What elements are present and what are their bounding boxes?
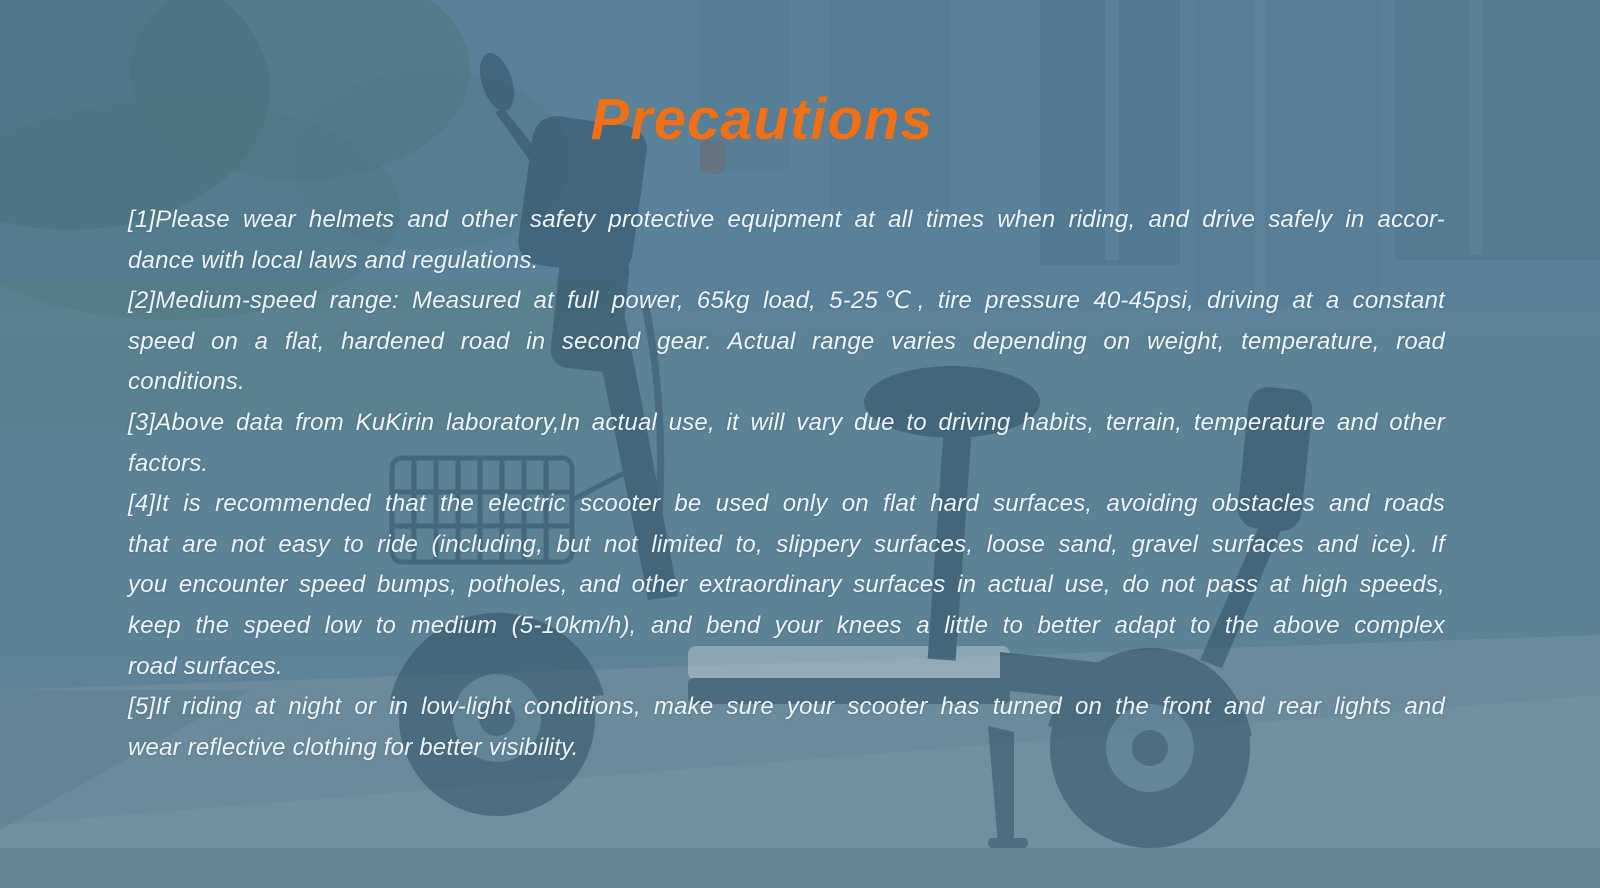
precautions-text <box>128 200 1445 768</box>
text-line: dance with local laws and regulations. <box>128 246 539 274</box>
text-line: [5]If riding at night or in low-light conditions, make sure your scooter has turned on the front and rear lights and <box>128 693 1445 721</box>
text-line: speed on a flat, hardened road in second gear. Actual range varies depending on weight, temperature, road <box>128 327 1445 355</box>
text-line: keep the speed low to medium (5-10km/h), and bend your knees a little to better adapt to the above complex <box>128 611 1445 639</box>
text-line: that are not easy to ride (including, but not limited to, slippery surfaces, loose sand, gravel surfaces and ice). If <box>128 530 1445 558</box>
text-line: factors. <box>128 449 209 477</box>
text-line: [3]Above data from KuKirin laboratory,In actual use, it will vary due to driving habits, terrain, temperature and other <box>128 408 1445 436</box>
text-line: [4]It is recommended that the electric scooter be used only on flat hard surfaces, avoiding obstacles and roads <box>128 490 1445 518</box>
text-line: [1]Please wear helmets and other safety protective equipment at all times when riding, and drive safely in accor- <box>128 206 1445 233</box>
text-line: [2]Medium-speed range: Measured at full power, 65kg load, 5-25℃, tire pressure 40-45psi, driving at a constant <box>128 287 1445 315</box>
text-line: conditions. <box>128 368 245 396</box>
text-line: you encounter speed bumps, potholes, and other extraordinary surfaces in actual use, do not pass at high speeds, <box>128 571 1445 599</box>
text-line: wear reflective clothing for better visibility. <box>128 733 579 761</box>
text-line: road surfaces. <box>128 652 283 680</box>
page-title: Precautions <box>590 87 934 152</box>
